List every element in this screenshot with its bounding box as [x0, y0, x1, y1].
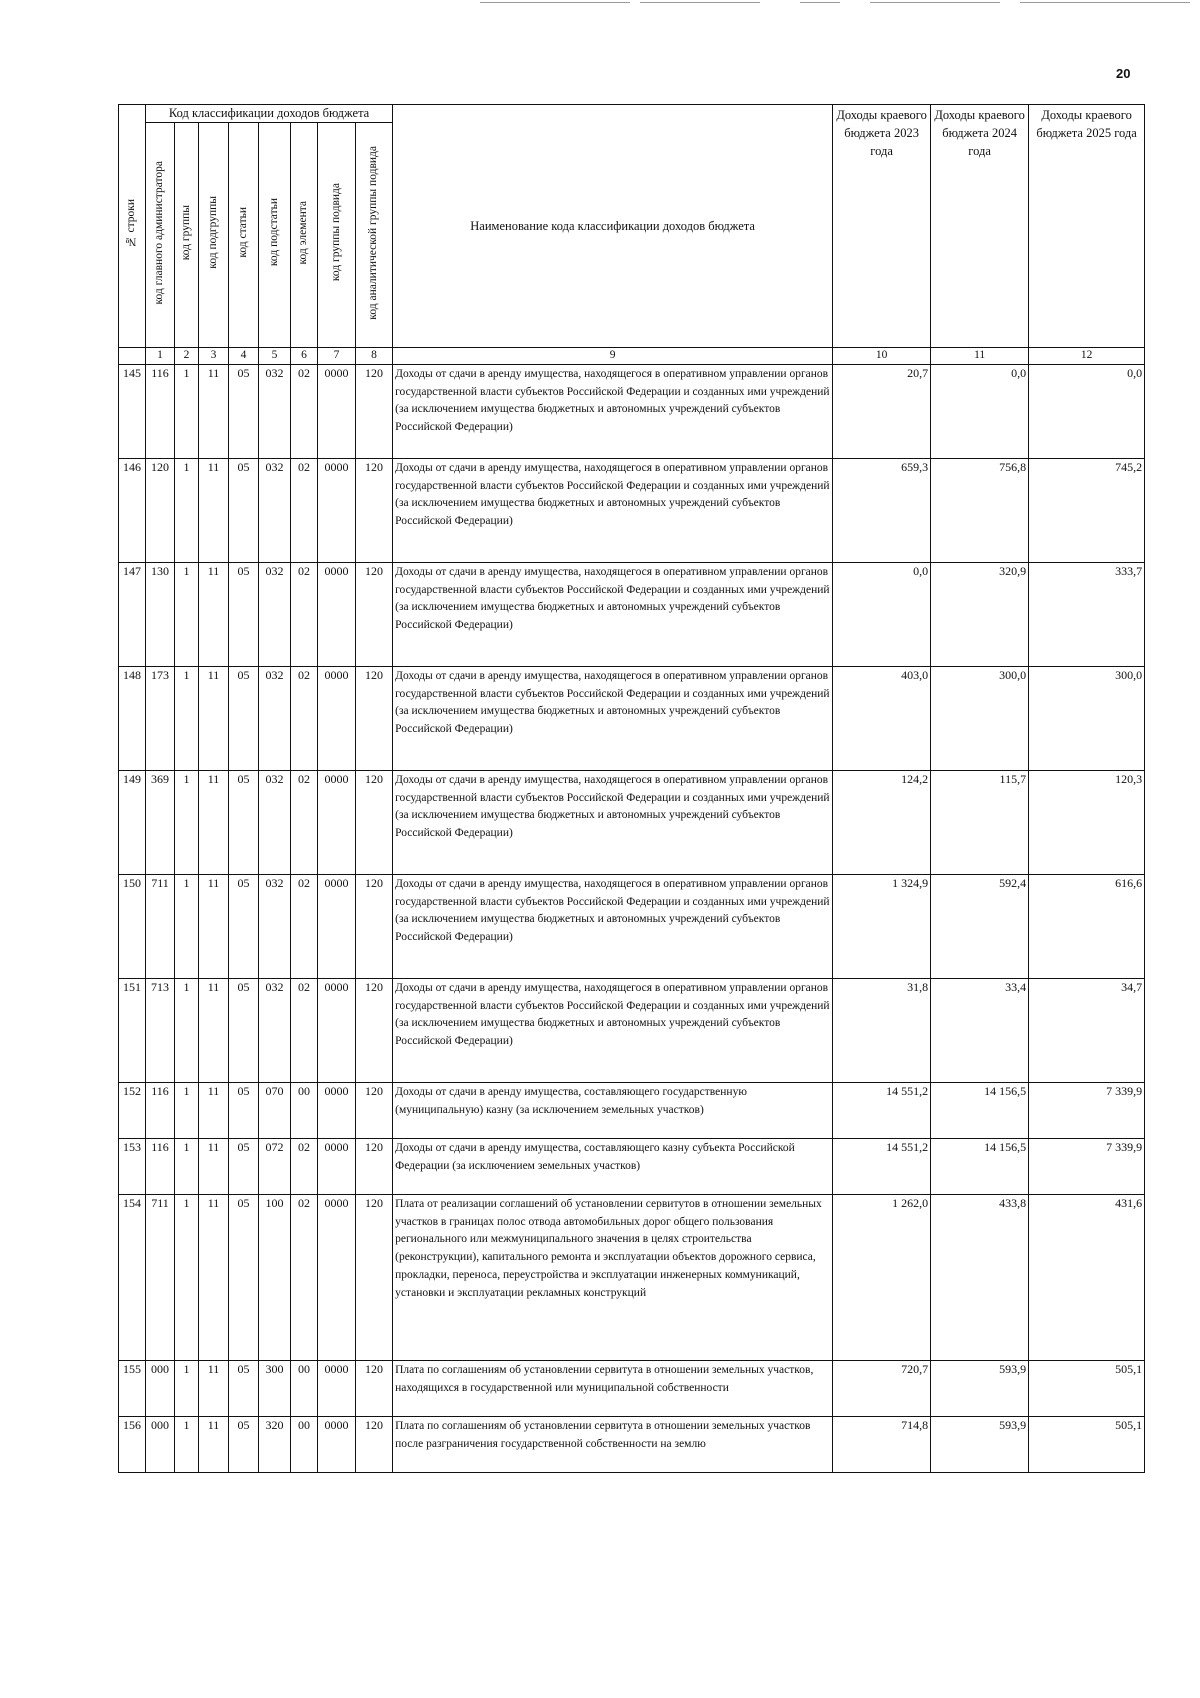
analytic-code: 120: [356, 458, 393, 562]
subarticle-code: 032: [259, 364, 291, 458]
subtype-code: 0000: [318, 458, 356, 562]
element-code: 02: [291, 770, 318, 874]
admin-code: 173: [146, 666, 175, 770]
subgroup-code: 11: [199, 1082, 229, 1138]
article-code: 05: [229, 458, 259, 562]
code-name: Доходы от сдачи в аренду имущества, находящегося в оперативном управлении органов государственной власти субъектов Российской Федерации и созданных ими учреждений (за исключением имущества бюджетных и автономных учреждений субъектов Российской Федерации): [393, 978, 833, 1082]
revenue-2024: 33,4: [931, 978, 1029, 1082]
admin-code: 130: [146, 562, 175, 666]
article-code: 05: [229, 1138, 259, 1194]
page-number: 20: [1116, 66, 1131, 81]
header-code-group: Код классификации доходов бюджета: [146, 105, 393, 123]
article-code: 05: [229, 1194, 259, 1360]
row-number: 148: [119, 666, 146, 770]
admin-code: 000: [146, 1416, 175, 1472]
code-name: Доходы от сдачи в аренду имущества, находящегося в оперативном управлении органов государственной власти субъектов Российской Федерации и созданных ими учреждений (за исключением имущества бюджетных и автономных учреждений субъектов Российской Федерации): [393, 562, 833, 666]
header-subarticle-code: код подстатьи: [259, 122, 291, 347]
article-code: 05: [229, 1416, 259, 1472]
subarticle-code: 100: [259, 1194, 291, 1360]
revenue-2023: 0,0: [833, 562, 931, 666]
article-code: 05: [229, 1360, 259, 1416]
analytic-code: 120: [356, 770, 393, 874]
row-number: 150: [119, 874, 146, 978]
analytic-code: 120: [356, 1082, 393, 1138]
analytic-code: 120: [356, 562, 393, 666]
header-element-code: код элемента: [291, 122, 318, 347]
group-code: 1: [175, 874, 199, 978]
revenue-2023: 20,7: [833, 364, 931, 458]
table-row: [119, 562, 1145, 666]
header-admin-code: код главного администратора: [146, 122, 175, 347]
element-code: 02: [291, 1138, 318, 1194]
budget-revenue-table: [118, 104, 1145, 1473]
revenue-2023: 1 262,0: [833, 1194, 931, 1360]
revenue-2024: 593,9: [931, 1416, 1029, 1472]
table-row: [119, 1416, 1145, 1472]
code-name: Доходы от сдачи в аренду имущества, находящегося в оперативном управлении органов государственной власти субъектов Российской Федерации и созданных ими учреждений (за исключением имущества бюджетных и автономных учреждений субъектов Российской Федерации): [393, 364, 833, 458]
code-name: Доходы от сдачи в аренду имущества, находящегося в оперативном управлении органов государственной власти субъектов Российской Федерации и созданных ими учреждений (за исключением имущества бюджетных и автономных учреждений субъектов Российской Федерации): [393, 458, 833, 562]
column-number: [119, 347, 146, 364]
element-code: 02: [291, 364, 318, 458]
analytic-code: 120: [356, 1194, 393, 1360]
revenue-2025: 7 339,9: [1029, 1138, 1145, 1194]
subgroup-code: 11: [199, 458, 229, 562]
revenue-2023: 14 551,2: [833, 1138, 931, 1194]
row-number: 153: [119, 1138, 146, 1194]
subarticle-code: 032: [259, 874, 291, 978]
subarticle-code: 032: [259, 666, 291, 770]
revenue-2024: 14 156,5: [931, 1082, 1029, 1138]
group-code: 1: [175, 1360, 199, 1416]
column-number: 2: [175, 347, 199, 364]
revenue-2025: 333,7: [1029, 562, 1145, 666]
column-number: 12: [1029, 347, 1145, 364]
subarticle-code: 032: [259, 770, 291, 874]
column-number: 1: [146, 347, 175, 364]
revenue-2025: 300,0: [1029, 666, 1145, 770]
table-row: [119, 874, 1145, 978]
group-code: 1: [175, 770, 199, 874]
row-number: 151: [119, 978, 146, 1082]
group-code: 1: [175, 1082, 199, 1138]
code-name: Доходы от сдачи в аренду имущества, составляющего казну субъекта Российской Федерации (за исключением земельных участков): [393, 1138, 833, 1194]
code-name: Доходы от сдачи в аренду имущества, составляющего государственную (муниципальную) казну (за исключением земельных участков): [393, 1082, 833, 1138]
table-row: [119, 1194, 1145, 1360]
subarticle-code: 032: [259, 562, 291, 666]
article-code: 05: [229, 978, 259, 1082]
subarticle-code: 032: [259, 978, 291, 1082]
row-number: 156: [119, 1416, 146, 1472]
element-code: 02: [291, 978, 318, 1082]
code-name: Плата по соглашениям об установлении сервитута в отношении земельных участков, находящихся в государственной или муниципальной собственности: [393, 1360, 833, 1416]
subgroup-code: 11: [199, 364, 229, 458]
code-name: Доходы от сдачи в аренду имущества, находящегося в оперативном управлении органов государственной власти субъектов Российской Федерации и созданных ими учреждений (за исключением имущества бюджетных и автономных учреждений субъектов Российской Федерации): [393, 770, 833, 874]
table-row: [119, 770, 1145, 874]
subgroup-code: 11: [199, 666, 229, 770]
article-code: 05: [229, 770, 259, 874]
header-revenue-2024: Доходы краевого бюджета 2024 года: [931, 105, 1029, 348]
element-code: 02: [291, 666, 318, 770]
revenue-2024: 0,0: [931, 364, 1029, 458]
revenue-2023: 714,8: [833, 1416, 931, 1472]
column-number: 9: [393, 347, 833, 364]
admin-code: 000: [146, 1360, 175, 1416]
revenue-2025: 505,1: [1029, 1416, 1145, 1472]
column-number: 4: [229, 347, 259, 364]
element-code: 00: [291, 1416, 318, 1472]
admin-code: 116: [146, 1138, 175, 1194]
table-row: [119, 1138, 1145, 1194]
group-code: 1: [175, 562, 199, 666]
header-revenue-2025: Доходы краевого бюджета 2025 года: [1029, 105, 1145, 348]
revenue-2023: 124,2: [833, 770, 931, 874]
header-group-code: код группы: [175, 122, 199, 347]
article-code: 05: [229, 364, 259, 458]
subgroup-code: 11: [199, 874, 229, 978]
subgroup-code: 11: [199, 978, 229, 1082]
group-code: 1: [175, 458, 199, 562]
element-code: 02: [291, 874, 318, 978]
row-number: 145: [119, 364, 146, 458]
row-number: 146: [119, 458, 146, 562]
column-number: 6: [291, 347, 318, 364]
subgroup-code: 11: [199, 562, 229, 666]
row-number: 152: [119, 1082, 146, 1138]
table-row: [119, 364, 1145, 458]
revenue-2024: 320,9: [931, 562, 1029, 666]
revenue-2023: 720,7: [833, 1360, 931, 1416]
subtype-code: 0000: [318, 1138, 356, 1194]
row-number: 147: [119, 562, 146, 666]
subtype-code: 0000: [318, 874, 356, 978]
admin-code: 713: [146, 978, 175, 1082]
code-name: Плата от реализации соглашений об установлении сервитутов в отношении земельных участков в границах полос отвода автомобильных дорог общего пользования регионального или межмуниципального значения в целях строительства (реконструкции), капитального ремонта и эксплуатации объектов дорожного сервиса, прокладки, переноса, переустройства и эксплуатации инженерных коммуникаций, установки и эксплуатации рекламных конструкций: [393, 1194, 833, 1360]
row-number: 149: [119, 770, 146, 874]
group-code: 1: [175, 666, 199, 770]
revenue-2024: 115,7: [931, 770, 1029, 874]
column-numbers-row: [119, 347, 1145, 364]
column-number: 10: [833, 347, 931, 364]
header-subgroup-code: код подгруппы: [199, 122, 229, 347]
group-code: 1: [175, 1138, 199, 1194]
table-row: [119, 666, 1145, 770]
subtype-code: 0000: [318, 1360, 356, 1416]
revenue-2024: 14 156,5: [931, 1138, 1029, 1194]
revenue-2025: 745,2: [1029, 458, 1145, 562]
analytic-code: 120: [356, 364, 393, 458]
revenue-2025: 505,1: [1029, 1360, 1145, 1416]
table-row: [119, 1082, 1145, 1138]
subtype-code: 0000: [318, 364, 356, 458]
revenue-2025: 0,0: [1029, 364, 1145, 458]
row-number: 155: [119, 1360, 146, 1416]
group-code: 1: [175, 364, 199, 458]
group-code: 1: [175, 1416, 199, 1472]
subgroup-code: 11: [199, 1194, 229, 1360]
analytic-code: 120: [356, 1360, 393, 1416]
revenue-2024: 756,8: [931, 458, 1029, 562]
column-number: 7: [318, 347, 356, 364]
admin-code: 711: [146, 1194, 175, 1360]
table-row: [119, 1360, 1145, 1416]
header-analytic-code: код аналитической группы подвида: [356, 122, 393, 347]
subgroup-code: 11: [199, 1360, 229, 1416]
table-row: [119, 978, 1145, 1082]
group-code: 1: [175, 978, 199, 1082]
analytic-code: 120: [356, 1416, 393, 1472]
subtype-code: 0000: [318, 1194, 356, 1360]
revenue-2025: 431,6: [1029, 1194, 1145, 1360]
column-number: 3: [199, 347, 229, 364]
admin-code: 711: [146, 874, 175, 978]
revenue-2023: 1 324,9: [833, 874, 931, 978]
table-row: [119, 458, 1145, 562]
row-number: 154: [119, 1194, 146, 1360]
subarticle-code: 032: [259, 458, 291, 562]
article-code: 05: [229, 666, 259, 770]
column-number: 5: [259, 347, 291, 364]
article-code: 05: [229, 874, 259, 978]
subtype-code: 0000: [318, 770, 356, 874]
column-number: 11: [931, 347, 1029, 364]
code-name: Плата по соглашениям об установлении сервитута в отношении земельных участков после разграничения государственной собственности на землю: [393, 1416, 833, 1472]
subtype-code: 0000: [318, 666, 356, 770]
subtype-code: 0000: [318, 1416, 356, 1472]
element-code: 02: [291, 458, 318, 562]
revenue-2025: 34,7: [1029, 978, 1145, 1082]
revenue-2025: 7 339,9: [1029, 1082, 1145, 1138]
subtype-code: 0000: [318, 1082, 356, 1138]
analytic-code: 120: [356, 666, 393, 770]
revenue-2025: 616,6: [1029, 874, 1145, 978]
element-code: 02: [291, 562, 318, 666]
analytic-code: 120: [356, 1138, 393, 1194]
analytic-code: 120: [356, 978, 393, 1082]
element-code: 00: [291, 1360, 318, 1416]
admin-code: 369: [146, 770, 175, 874]
code-name: Доходы от сдачи в аренду имущества, находящегося в оперативном управлении органов государственной власти субъектов Российской Федерации и созданных ими учреждений (за исключением имущества бюджетных и автономных учреждений субъектов Российской Федерации): [393, 874, 833, 978]
revenue-2024: 593,9: [931, 1360, 1029, 1416]
subgroup-code: 11: [199, 770, 229, 874]
subtype-code: 0000: [318, 978, 356, 1082]
subarticle-code: 072: [259, 1138, 291, 1194]
header-row-no: № строки: [119, 105, 146, 348]
subarticle-code: 320: [259, 1416, 291, 1472]
admin-code: 116: [146, 1082, 175, 1138]
subtype-code: 0000: [318, 562, 356, 666]
revenue-2025: 120,3: [1029, 770, 1145, 874]
article-code: 05: [229, 1082, 259, 1138]
header-subtype-code: код группы подвида: [318, 122, 356, 347]
subgroup-code: 11: [199, 1416, 229, 1472]
element-code: 02: [291, 1194, 318, 1360]
element-code: 00: [291, 1082, 318, 1138]
column-number: 8: [356, 347, 393, 364]
revenue-2024: 433,8: [931, 1194, 1029, 1360]
revenue-2024: 300,0: [931, 666, 1029, 770]
article-code: 05: [229, 562, 259, 666]
revenue-2023: 659,3: [833, 458, 931, 562]
revenue-2023: 403,0: [833, 666, 931, 770]
subgroup-code: 11: [199, 1138, 229, 1194]
revenue-2023: 31,8: [833, 978, 931, 1082]
subarticle-code: 070: [259, 1082, 291, 1138]
header-article-code: код статьи: [229, 122, 259, 347]
header-code-name: Наименование кода классификации доходов бюджета: [393, 105, 833, 348]
analytic-code: 120: [356, 874, 393, 978]
header-revenue-2023: Доходы краевого бюджета 2023 года: [833, 105, 931, 348]
revenue-2023: 14 551,2: [833, 1082, 931, 1138]
group-code: 1: [175, 1194, 199, 1360]
admin-code: 116: [146, 364, 175, 458]
code-name: Доходы от сдачи в аренду имущества, находящегося в оперативном управлении органов государственной власти субъектов Российской Федерации и созданных ими учреждений (за исключением имущества бюджетных и автономных учреждений субъектов Российской Федерации): [393, 666, 833, 770]
revenue-2024: 592,4: [931, 874, 1029, 978]
admin-code: 120: [146, 458, 175, 562]
subarticle-code: 300: [259, 1360, 291, 1416]
